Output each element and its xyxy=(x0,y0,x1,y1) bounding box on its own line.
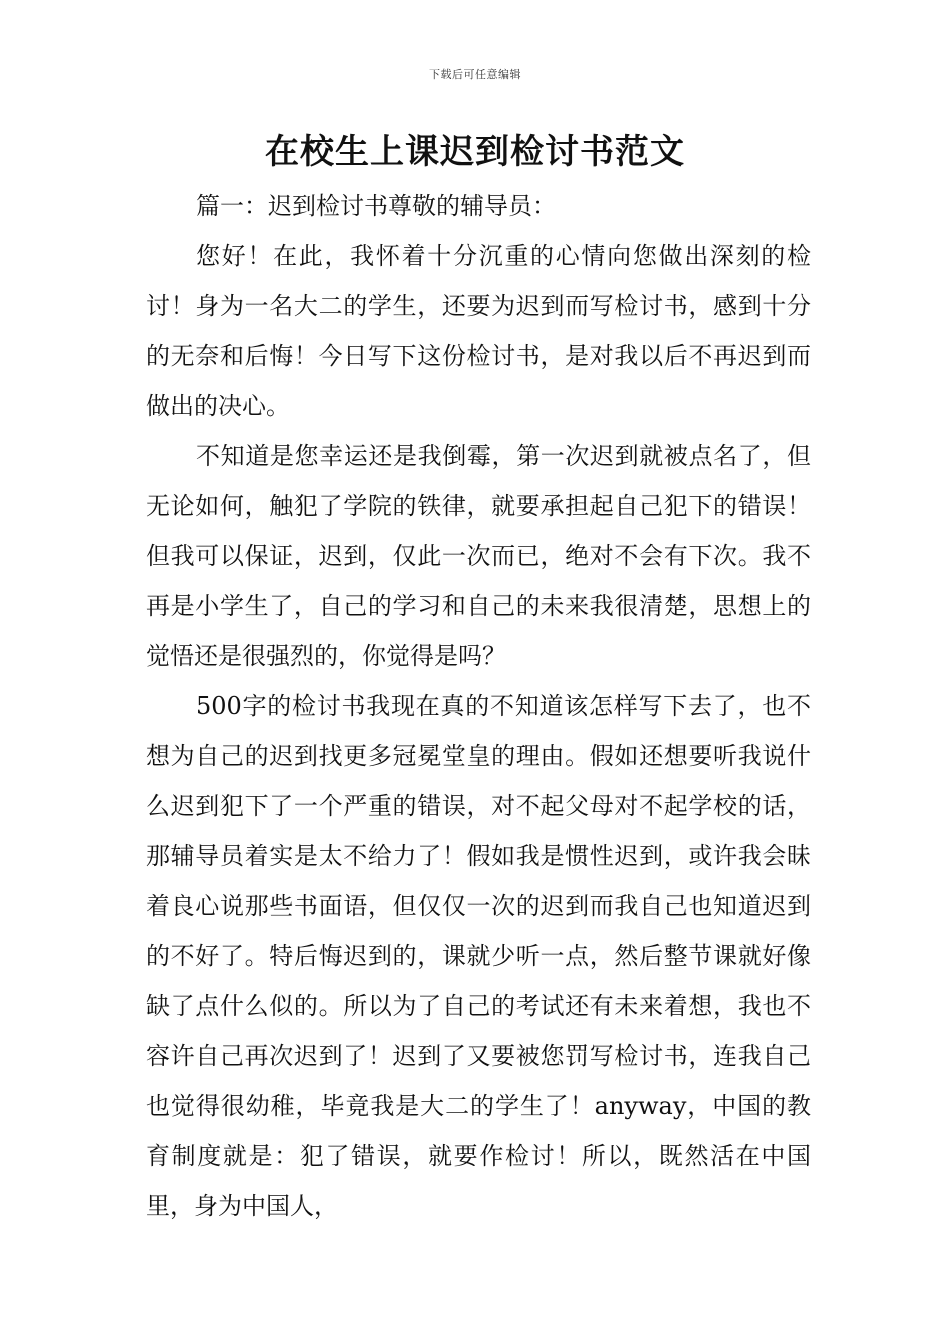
document-body xyxy=(146,181,811,1231)
subheading: 篇一：迟到检讨书尊敬的辅导员： xyxy=(196,192,556,220)
header-note: 下载后可任意编辑 xyxy=(429,68,521,81)
paragraph-3: 500字的检讨书我现在真的不知道该怎样写下去了，也不想为自己的迟到找更多冠冕堂皇的理由。假如还想要听我说什么迟到犯下了一个严重的错误，对不起父母对不起学校的话，那辅导员着实是太不给力了！假如我是惯性迟到，或许我会昧着良心说那些书面语，但仅仅一次的迟到而我自己也知道迟到的不好了。特后悔迟到的，课就少听一点，然后整节课就好像缺了点什么似的。所以为了自己的考试还有未来着想，我也不容许自己再次迟到了！迟到了又要被您罚写检讨书，连我自己也觉得很幼稚，毕竟我是大二的学生了！anyway，中国的教育制度就是：犯了错误，就要作检讨！所以，既然活在中国里，身为中国人， xyxy=(146,692,811,1220)
paragraph-1: 您好！在此，我怀着十分沉重的心情向您做出深刻的检讨！身为一名大二的学生，还要为迟到而写检讨书，感到十分的无奈和后悔！今日写下这份检讨书，是对我以后不再迟到而做出的决心。 xyxy=(146,242,811,420)
document-title: 在校生上课迟到检讨书范文 xyxy=(265,132,685,172)
paragraph-2: 不知道是您幸运还是我倒霉，第一次迟到就被点名了，但无论如何，触犯了学院的铁律，就要承担起自己犯下的错误！但我可以保证，迟到，仅此一次而已，绝对不会有下次。我不再是小学生了，自己的学习和自己的未来我很清楚，思想上的觉悟还是很强烈的，你觉得是吗？ xyxy=(146,442,811,670)
